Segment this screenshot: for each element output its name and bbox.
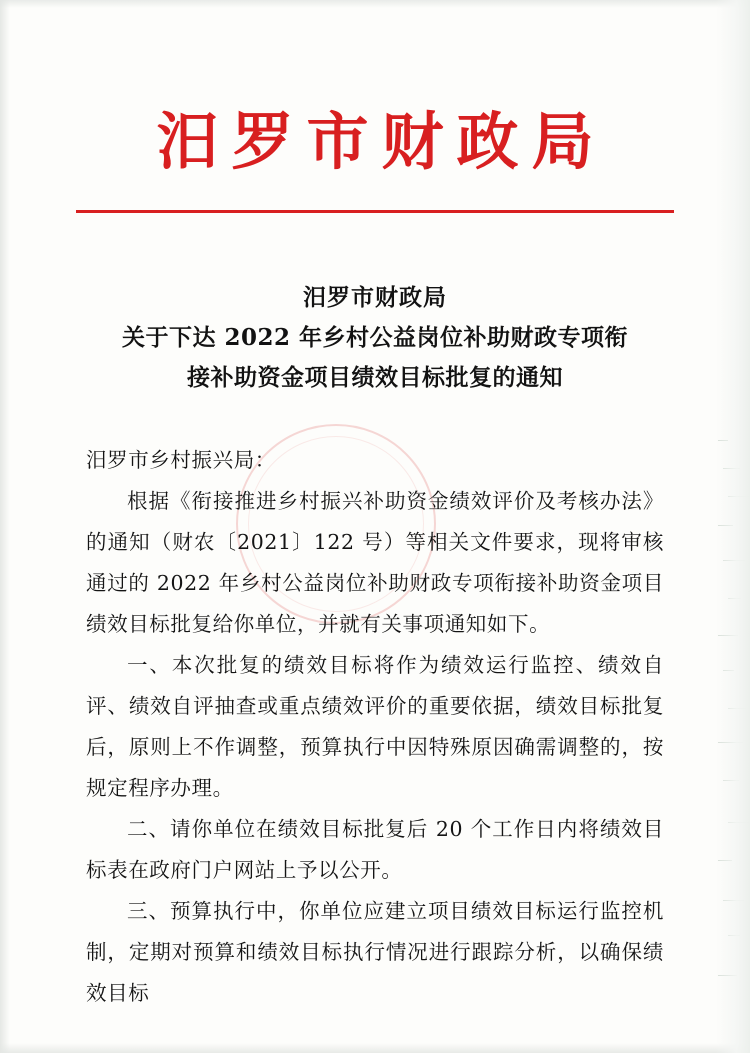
body-paragraph-1: 根据《衔接推进乡村振兴补助资金绩效评价及考核办法》的通知（财农〔2021〕122 号）等相关文件要求，现将审核通过的 2022 年乡村公益岗位补助财政专项衔接补助资金项目绩效目标批复给你单位，并就有关事项通知如下。 xyxy=(86,489,664,636)
document-body xyxy=(86,440,664,1014)
letterhead-title: 汨罗市财政局 xyxy=(156,105,607,178)
document-title-line-1: 汨罗市财政局 xyxy=(303,284,447,311)
document-title-line-3: 接补助资金项目绩效目标批复的通知 xyxy=(187,364,563,391)
page-edge-shadow-top xyxy=(0,0,750,8)
letterhead-divider xyxy=(76,210,674,213)
recipient-line: 汨罗市乡村振兴局： xyxy=(86,448,276,472)
document-title-line-2: 关于下达 2022 年乡村公益岗位补助财政专项衔 xyxy=(121,324,629,351)
body-paragraph-3: 二、请你单位在绩效目标批复后 20 个工作日内将绩效目标表在政府门户网站上予以公开。 xyxy=(86,817,664,882)
document-title xyxy=(78,278,672,398)
page-edge-shadow-bottom xyxy=(0,1043,750,1053)
scan-artifact-lines xyxy=(718,430,744,1030)
body-paragraph-4: 三、预算执行中，你单位应建立项目绩效目标运行监控机制，定期对预算和绩效目标执行情况进行跟踪分析，以确保绩效目标 xyxy=(86,899,664,1005)
body-paragraph-2: 一、本次批复的绩效目标将作为绩效运行监控、绩效自评、绩效自评抽查或重点绩效评价的重要依据，绩效目标批复后，原则上不作调整，预算执行中因特殊原因确需调整的，按规定程序办理。 xyxy=(86,653,664,800)
